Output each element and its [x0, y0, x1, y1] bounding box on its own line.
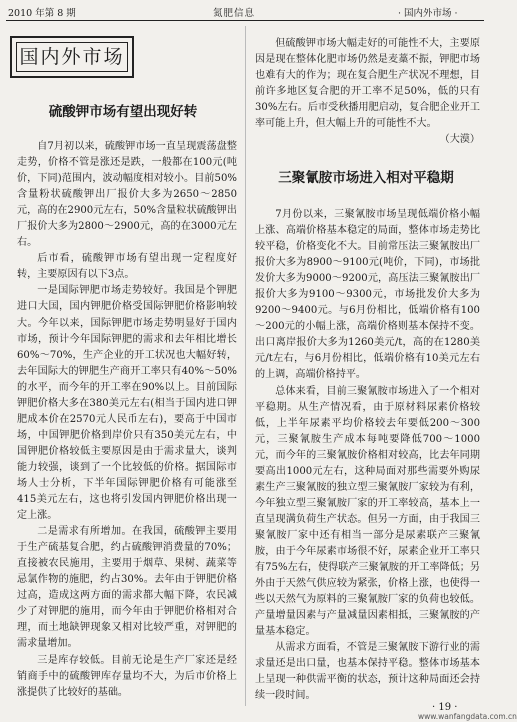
section-label: · 国内外市场 ·: [398, 8, 458, 19]
column-divider: [245, 26, 246, 706]
article2-paragraph: 从需求方面看，不管是三聚氰胺下游行业的需求量还是出口量，也基本保持平稳。整体市场基本上呈现一种供需平衡的状态，预计这种局面还会持续一段时间。: [255, 642, 480, 702]
article2-paragraph: 总体来看，目前三聚氰胺市场进入了一个相对平稳期。从生产情况看，由于原材料尿素价格较低，上半年尿素平均价格较去年要低200～300元，三聚氰胺生产成本每吨要降低700～1000元，而今年的三聚氰胺价格相对较高，比去年同期要高出1000元左右，这种局面对那些需要外购尿素生产三聚氰胺的独立型三聚氰胺厂家较为有利，今年独立型三聚氰胺厂家的开工率较高，基本上一直呈现满负荷生产状态。但另一方面，由于我国三聚氰胺厂家中还有相当一部分是尿素联产三聚氰胺，由于今年尿素市场很不好，尿素企业开工率只有75%左右，使得联产三聚氰胺的开工率降低；另外由于天然气供应较为紧张，价格上涨，也使得一些以天然气为原料的三聚氰胺厂家的负荷也较低。产量增量因素与产量减量因素相抵，三聚氰胺的产量基本稳定。: [255, 385, 480, 638]
article1-paragraph: 自7月初以来，硫酸钾市场一直呈现震荡盘整走势，价格不管是涨还是跌，一般都在100元(吨价，下同)范围内，波动幅度相对较小。目前50%含量粉状硫酸钾出厂报价大多为2650～2850元，高的在2900元左右，50%含量粒状硫酸钾出厂报价大多为2800～2900元，高的在3000元左右。: [17, 141, 237, 249]
article2-title: 三聚氰胺市场进入相对平稳期: [278, 170, 454, 186]
article1-paragraph: 一是国际钾肥市场走势较好。我国是个钾肥进口大国，国内钾肥价格受国际钾肥价格影响较大。今年以来，国际钾肥市场走势明显好于国内市场，预计今年国际钾肥的需求和去年相比增长60%～70%，生产企业的开工状况也大幅好转，去年国际大的钾肥生产商开工率只有40%～50%的水平，而今年的开工率在90%以上。目前国际钾肥价格大多在380美元左右(相当于国内进口钾肥成本价在2570元人民币左右)，要高于中国市场，中国钾肥价格到岸价只有350美元左右，中国钾肥价格较低主要原因是由于需求量大，谈判能力较强，谈到了一个比较低的价格。据国际市场人士分析，下半年国际钾肥价格有可能涨至415美元左右，这也将引发国内钾肥价格出现一定上涨。: [17, 285, 237, 522]
issue-label: 2010 年第 8 期: [8, 8, 76, 19]
article1-continued: 但硫酸钾市场大幅走好的可能性不大，主要原因是现在整体化肥市场仍然是麦藁不振，钾肥市场也难有大的作为；现在复合肥生产状况不理想，目前许多地区复合肥的开工率不足50%，低的只有30%左右。后市受秋播用肥启动，复合肥企业开工率可能上升，但大幅上升的可能性不大。: [255, 38, 480, 130]
article1-paragraph: 二是需求有所增加。在我国，硫酸钾主要用于生产硫基复合肥，约占硫酸钾消费量的70%；直接被农民施用，主要用于烟草、果树、蔬菜等忌氯作物的施肥，约占30%。去年由于钾肥价格过高，造成这两方面的需求都大幅下降，农民减少了对钾肥的施用，而今年由于钾肥价格相对合理，而土地缺钾现象又相对比较严重，对钾肥的需求量增加。: [17, 526, 237, 650]
section-title: 国内外市场: [19, 46, 125, 68]
running-header: [0, 0, 490, 22]
article1-paragraph: 三是库存较低。目前无论是生产厂家还是经销商手中的硫酸钾库存量均不大，为后市价格上涨提供了比较好的基础。: [17, 654, 237, 698]
page-number: · 19 ·: [432, 702, 458, 713]
journal-name: 氮肥信息: [213, 8, 256, 19]
article1-title: 硫酸钾市场有望出现好转: [48, 104, 198, 120]
article1-paragraph: 后市看，硫酸钾市场有望出现一定程度好转，主要原因有以下3点。: [17, 253, 237, 281]
article1-body-right: [255, 36, 480, 148]
article1-signature: （大漠）: [439, 134, 480, 146]
header-rule: [6, 20, 484, 21]
article1-body-left: [17, 139, 237, 701]
article2-paragraph: 7月份以来，三聚氰胺市场呈现低端价格小幅上涨、高端价格基本稳定的局面，整体市场走势比较平稳，价格变化不大。目前常压法三聚氰胺出厂报价大多为8900～9100元(吨价，下同)，市场批发价大多为9000～9200元，高压法三聚氰胺出厂报价大多为9100～9300元，市场批发价大多为9200～9400元。与6月份相比，低端价格有100～200元的小幅上涨，高端价格则基本保持不变。出口离岸报价大多为1260美元/t，高的在1280美元/t左右，与6月份相比，低端价格有10美元左右的上调，高端价格持平。: [255, 209, 480, 381]
watermark: www.wanfangdata.com.cn: [418, 712, 517, 721]
article2-body: [255, 207, 480, 704]
